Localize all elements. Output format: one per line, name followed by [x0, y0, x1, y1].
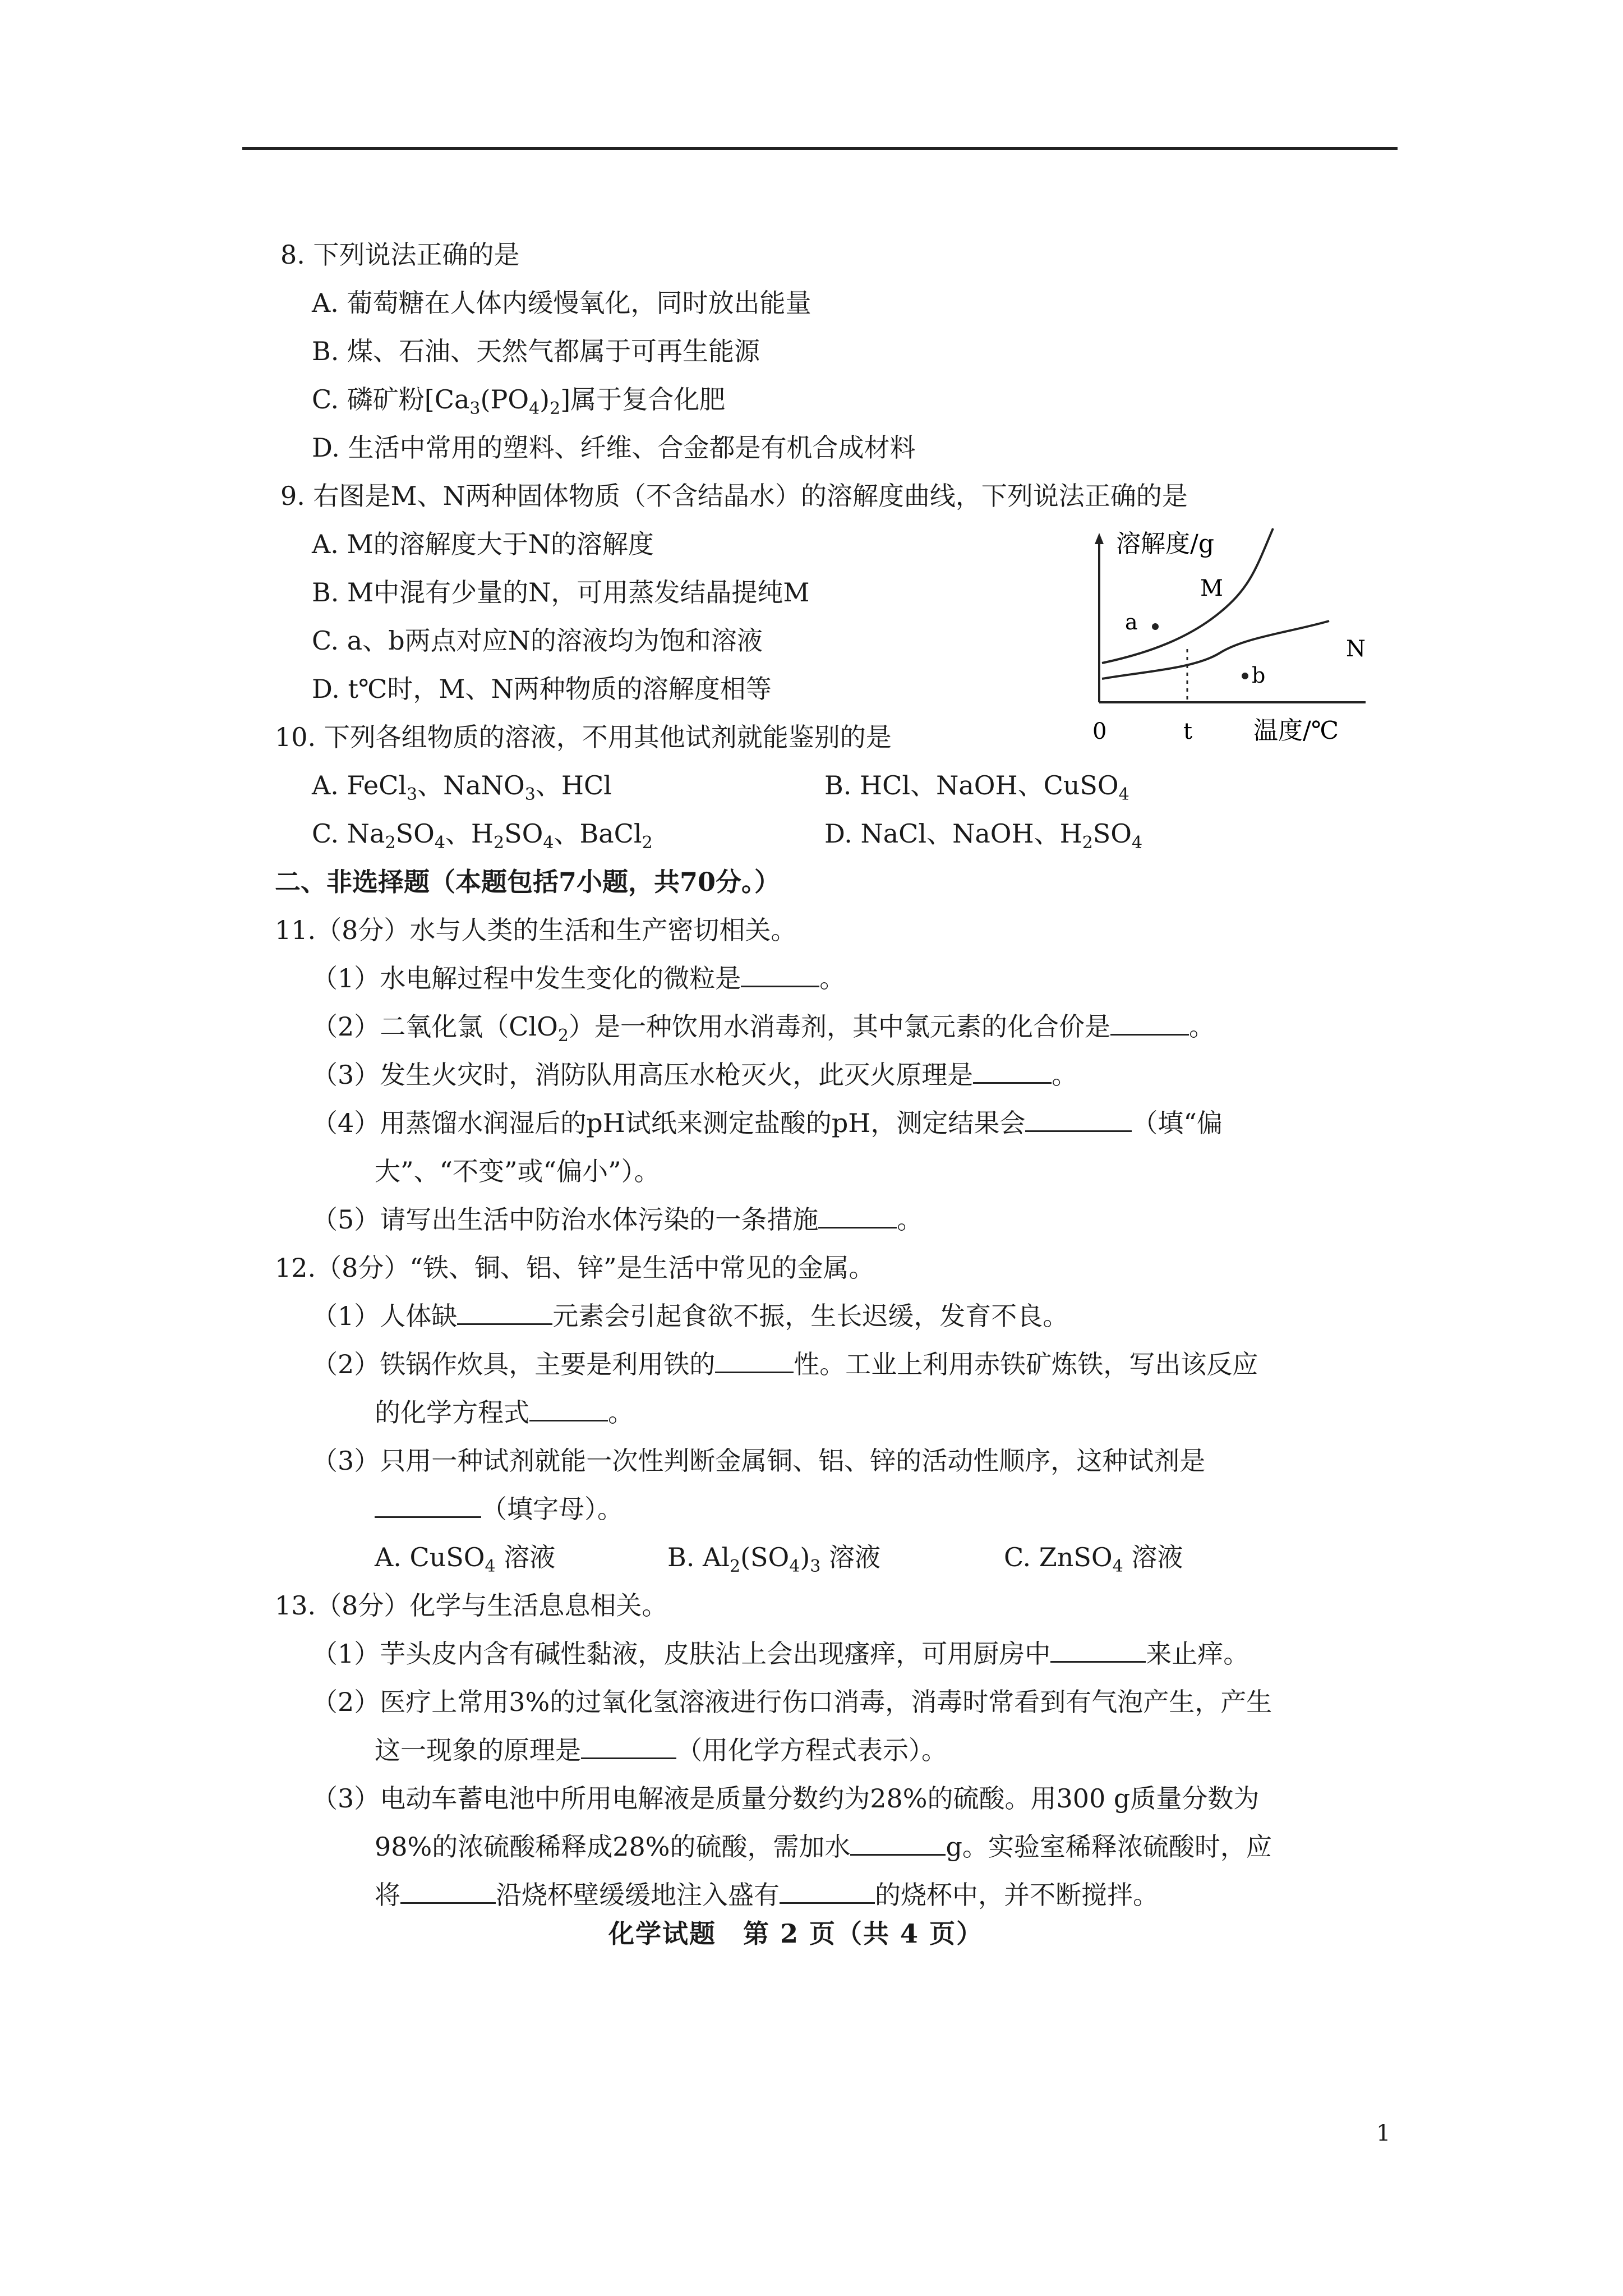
q13-sub1: （1）芋头皮内含有碱性黏液，皮肤沾上会出现瘙痒，可用厨房中 来止痒。 — [312, 1639, 1249, 1669]
q11-sub4: （4）用蒸馏水润湿后的pH试纸来测定盐酸的pH，测定结果会 （填“偏 — [312, 1108, 1223, 1138]
answer-blank[interactable] — [529, 1397, 608, 1421]
header-rule — [242, 147, 1398, 150]
q12-option-a: A. CuSO$_4$ 溶液 — [375, 1542, 556, 1576]
answer-blank[interactable] — [400, 1880, 496, 1904]
q12-sub2: （2）铁锅作炊具，主要是利用铁的 性。工业上利用赤铁矿炼铁，写出该反应 — [312, 1349, 1258, 1379]
section-2-heading: 二、非选择题（本题包括7小题，共70分。） — [275, 867, 781, 897]
q11-sub2: （2）二氧化氯（ClO$_2$）是一种饮用水消毒剂，其中氯元素的化合价是 。 — [312, 1011, 1215, 1046]
point-a — [1152, 623, 1159, 630]
answer-blank[interactable] — [715, 1349, 794, 1373]
q13-sub3: （3）电动车蓄电池中所用电解液是质量分数约为28%的硫酸。用300 g质量分数为 — [312, 1783, 1260, 1814]
q12-option-b: B. $Al_2(SO_4)_3$ 溶液 — [667, 1542, 881, 1576]
q8-option-d: D. 生活中常用的塑料、纤维、合金都是有机合成材料 — [312, 432, 916, 463]
q12-sub3: （3）只用一种试剂就能一次性判断金属铜、铝、锌的活动性顺序，这种试剂是 — [312, 1446, 1206, 1476]
q10-option-c: C. $Na_2SO_4$、$H_2SO_4$、BaCl$_2$ — [312, 818, 653, 853]
q10-option-d: D. NaCl、NaOH、$H_2SO_4$ — [824, 818, 1143, 853]
q10-option-a: A. FeCl$_3$、NaNO$_3$、HCl — [312, 770, 612, 804]
q12-option-c: C. ZnSO$_4$ 溶液 — [1004, 1542, 1183, 1576]
q8-stem: 8. 下列说法正确的是 — [280, 240, 520, 270]
point-a-label: a — [1125, 610, 1138, 634]
q9-option-a: A. M的溶解度大于N的溶解度 — [312, 529, 654, 559]
q9-option-c: C. a、b两点对应N的溶液均为饱和溶液 — [312, 625, 763, 656]
page-number: 1 — [1376, 2120, 1391, 2146]
q12-sub2-cont: 的化学方程式 。 — [375, 1397, 634, 1428]
x-axis-label: 温度/℃ — [1253, 716, 1339, 745]
curve-m-label: M — [1200, 576, 1223, 601]
answer-blank[interactable] — [581, 1735, 676, 1759]
answer-blank[interactable] — [375, 1494, 481, 1518]
answer-blank[interactable] — [818, 1204, 897, 1228]
answer-blank[interactable] — [1025, 1108, 1132, 1132]
q10-option-b: B. HCl、NaOH、CuSO$_4$ — [824, 770, 1129, 804]
q13-sub3-cont2: 将 沿烧杯壁缓缓地注入盛有 的烧杯中，并不断搅拌。 — [375, 1880, 1159, 1910]
q12-sub3-cont: （填字母）。 — [375, 1492, 623, 1526]
answer-blank[interactable] — [1050, 1639, 1146, 1663]
solubility-curve-graph — [1066, 523, 1380, 747]
q8-option-a: A. 葡萄糖在人体内缓慢氧化，同时放出能量 — [312, 288, 811, 318]
page-footer: 化学试题 第 2 页（共 4 页） — [608, 1918, 984, 1949]
point-b-label: b — [1252, 663, 1266, 688]
answer-blank[interactable] — [973, 1060, 1052, 1084]
q12-stem: 12.（8分）“铁、铜、铝、锌”是生活中常见的金属。 — [275, 1253, 875, 1283]
t-label: t — [1183, 719, 1193, 744]
q11-sub1: （1）水电解过程中发生变化的微粒是 。 — [312, 963, 846, 993]
q9-option-b: B. M中混有少量的N，可用蒸发结晶提纯M — [312, 577, 810, 608]
q8-option-c: C. 磷矿粉$[Ca_3(PO_4)_2]$属于复合化肥 — [312, 384, 726, 418]
q11-sub4-cont: 大”、“不变”或“偏小”）。 — [375, 1156, 660, 1186]
q13-sub2-cont: 这一现象的原理是 （用化学方程式表示）。 — [375, 1735, 947, 1765]
point-b — [1242, 673, 1248, 679]
curve-n-label: N — [1346, 636, 1366, 662]
q13-sub3-cont1: 98%的浓硫酸稀释成28%的硫酸，需加水 g。实验室稀释浓硫酸时，应 — [375, 1832, 1272, 1862]
q11-sub3: （3）发生火灾时，消防队用高压水枪灭火，此灭火原理是 。 — [312, 1060, 1078, 1090]
answer-blank[interactable] — [850, 1832, 946, 1856]
q9-stem: 9. 右图是M、N两种固体物质（不含结晶水）的溶解度曲线，下列说法正确的是 — [280, 481, 1188, 511]
q11-sub5: （5）请写出生活中防治水体污染的一条措施 。 — [312, 1204, 923, 1235]
q10-stem: 10. 下列各组物质的溶液，不用其他试剂就能鉴别的是 — [275, 722, 892, 752]
answer-blank[interactable] — [741, 963, 819, 987]
y-axis-label: 溶解度/g — [1116, 530, 1214, 558]
y-axis-arrow — [1095, 533, 1104, 544]
answer-blank[interactable] — [780, 1880, 875, 1904]
q13-stem: 13.（8分）化学与生活息息相关。 — [275, 1590, 668, 1621]
answer-blank[interactable] — [1110, 1011, 1189, 1036]
q13-sub2: （2）医疗上常用3%的过氧化氢溶液进行伤口消毒，消毒时常看到有气泡产生，产生 — [312, 1687, 1272, 1717]
q11-stem: 11.（8分）水与人类的生活和生产密切相关。 — [275, 915, 797, 945]
answer-blank[interactable] — [457, 1301, 552, 1325]
q12-sub1: （1）人体缺 元素会引起食欲不振，生长迟缓，发育不良。 — [312, 1301, 1069, 1331]
q9-option-d: D. t℃时，M、N两种物质的溶解度相等 — [312, 674, 772, 704]
q8-option-b: B. 煤、石油、天然气都属于可再生能源 — [312, 336, 760, 366]
origin-label: 0 — [1092, 719, 1107, 744]
